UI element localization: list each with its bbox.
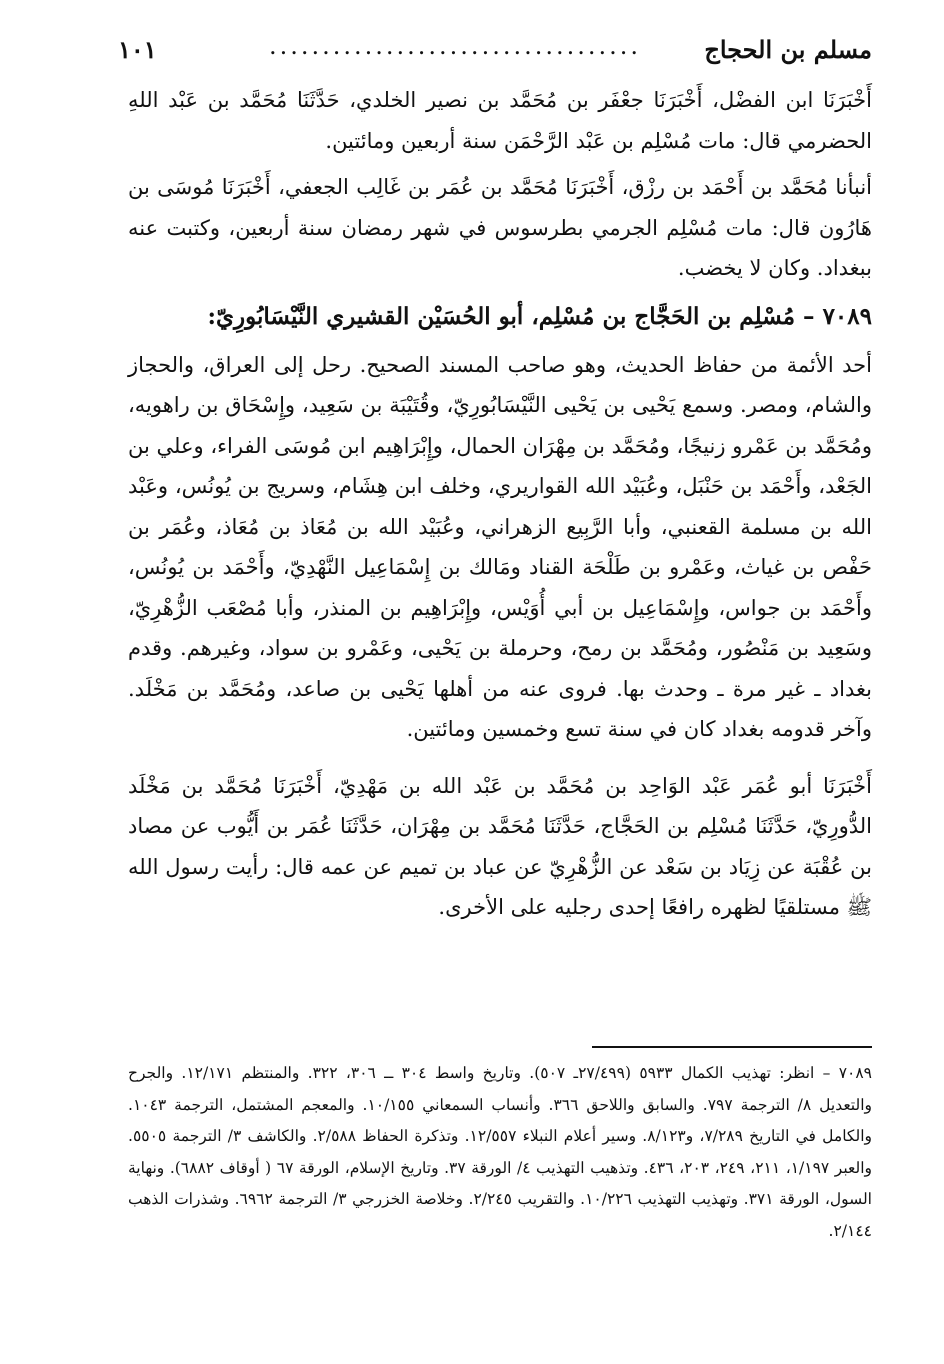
- paragraph-3: أحد الأئمة من حفاظ الحديث، وهو صاحب المسند الصحيح. رحل إلى العراق، والحجاز والشام، ومصر. وسمع يَحْيى بن يَحْيى النَّيْسَابُورِيّ، وقُتَيْبَة بن سَعِيد، وإِسْحَاق بن راهويه، ومُحَمَّد بن عَمْرو زنيجًا، ومُحَمَّد بن مِهْرَان الحمال، وإِبْرَاهِيم ابن مُوسَى الفراء، وعلي بن الجَعْد، وأَحْمَد بن حَنْبَل، وعُبَيْد الله القواريري، وخلف ابن هِشَام، وسريج بن يُونُس، وعَبْد الله بن مسلمة القعنبي، وأبا الرَّبِيع الزهراني، وعُبَيْد الله بن مُعَاذ بن مُعَاذ، وعُمَر بن حَفْص بن غياث، وعَمْرو بن طَلْحَة القناد ومَالك بن إِسْمَاعِيل النَّهْدِيّ، وأَحْمَد بن يُونُس، وأَحْمَد بن جواس، وإِسْمَاعِيل بن أبي أُوَيْس، وإِبْرَاهِيم بن المنذر، وأبا مُصْعَب الزُّهْرِيّ، وسَعِيد بن مَنْصُور، ومُحَمَّد بن رمح، وحرملة بن يَحْيى، وعَمْرو بن سواد، وغيرهم. وقدم بغداد ـ غير مرة ـ وحدث بها. فروى عنه من أهلها يَحْيى بن صاعد، ومُحَمَّد بن مَخْلَد. وآخر قدومه بغداد كان في سنة تسع وخمسين ومائتين.: [128, 352, 872, 741]
- paragraph-1: أَخْبَرَنَا ابن الفضْل، أَخْبَرَنَا جعْفَر بن مُحَمَّد بن نصير الخلدي، حَدَّثَنَا مُحَمَّد بن عَبْد اللهِ الحضرمي قال: مات مُسْلِم بن عَبْد الرَّحْمَن سنة أربعين ومائتين.: [128, 88, 872, 153]
- footnote-7089: ٧٠٨٩ – انظر: تهذيب الكمال ٥٩٣٣ (٢٧/٤٩٩ـ ٥٠٧). وتاريخ واسط ٣٠٤ ــ ٣٠٦، ٣٢٢. والمنتظم ١٢/١٧١. والجرح والتعديل ٨/ الترجمة ٧٩٧. والسابق واللاحق ٣٦٦. وأنساب السمعاني ١٠/١٥٥. والمعجم المشتمل، الترجمة ١٠٤٣. والكامل في التاريخ ٧/٢٨٩، و٨/١٢٣. وسير أعلام النبلاء ١٢/٥٥٧. وتذكرة الحفاظ ٢/٥٨٨. والكاشف ٣/ الترجمة ٥٥٠٥. والعبر ١/١٩٧، ٢١١، ٢٤٩، ٢٠٣، ٤٣٦. وتذهيب التهذيب ٤/ الورقة ٣٧. وتاريخ الإسلام، الورقة ٦٧ ( أوقاف ٦٨٨٢). ونهاية السول، الورقة ٣٧١. وتهذيب التهذيب ١٠/٢٢٦. والتقريب ٢/٢٤٥. وخلاصة الخزرجي ٣/ الترجمة ٦٩٦٢. وشذرات الذهب ٢/١٤٤.: [128, 1064, 873, 1240]
- footnotes: [128, 1058, 872, 1247]
- main-text: [128, 80, 872, 944]
- header-dot-leader: ...................................: [268, 32, 641, 60]
- footnote-separator: [592, 1046, 872, 1048]
- entry-heading: ٧٠٨٩ – مُسْلِم بن الحَجَّاج بن مُسْلِم، أبو الحُسَيْن القشيري النَّيْسَابُورِيّ:: [207, 302, 872, 330]
- page-number: ١٠١: [118, 35, 157, 64]
- paragraph-4: أَخْبَرَنَا أبو عُمَر عَبْد الوَاحِد بن مُحَمَّد بن عَبْد الله بن مَهْدِيّ، أَخْبَرَنَا مُحَمَّد بن مَخْلَد الدُّورِيّ، حَدَّثَنَا مُسْلِم بن الحَجَّاج، حَدَّثَنَا مُحَمَّد بن مِهْرَان، حَدَّثَنَا عُمَر بن أَيُّوب عن مصاد بن عُقْبَة عن زِيَاد بن سَعْد عن الزُّهْرِيّ عن عباد بن تميم عن عمه قال: رأيت رسول الله ﷺ مستلقيًا لظهره رافعًا إحدى رجليه على الأخرى.: [128, 773, 872, 919]
- paragraph-2: أنبأنا مُحَمَّد بن أَحْمَد بن رزْق، أَخْبَرَنَا مُحَمَّد بن عُمَر بن غَالِب الجعفي، أَخْبَرَنَا مُوسَى بن هَارُون قال: مات مُسْلِم الجرمي بطرسوس في شهر رمضان سنة أربعين، وكتبت عنه ببغداد. وكان لا يخضب.: [128, 175, 872, 280]
- running-title: مسلم بن الحجاج: [704, 35, 872, 64]
- running-header: [118, 30, 872, 70]
